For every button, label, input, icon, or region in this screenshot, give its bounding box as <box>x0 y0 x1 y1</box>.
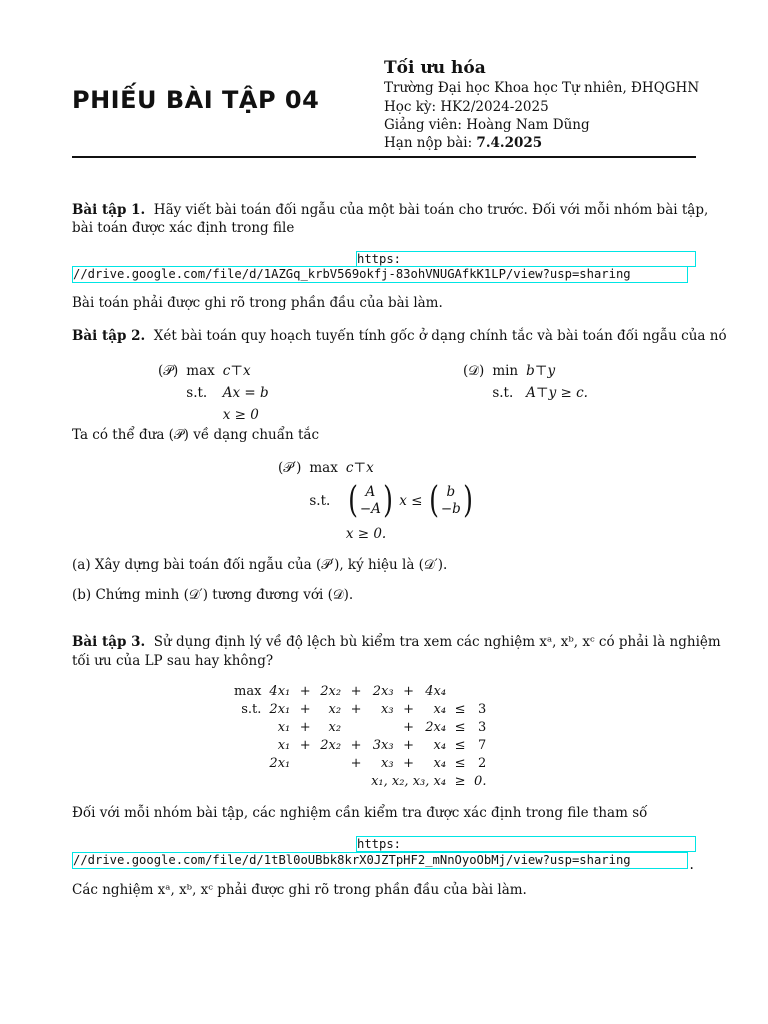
lp-cell: x₄ <box>433 701 447 717</box>
lp-cell: + <box>403 755 415 771</box>
exercise-3-note: Các nghiệm xᵃ, xᵇ, xᶜ phải được ghi rõ trong phần đầu của bài làm. <box>72 882 527 898</box>
exercise-1-link-part-1[interactable] <box>356 251 696 267</box>
school-name: Trường Đại học Khoa học Tự nhiên, ĐHQGHN <box>384 80 700 96</box>
primal-constraint-2: x ≥ 0 <box>222 407 259 423</box>
exercise-1-link-part-2[interactable] <box>72 266 688 283</box>
exercise-3-link-part-1[interactable] <box>356 836 696 852</box>
exercise-3-line-3: Đối với mỗi nhóm bài tập, các nghiệm cần kiểm tra được xác định trong file tham số <box>72 805 648 821</box>
lp-row <box>232 700 488 718</box>
transform-text: Ta có thể đưa (𝒫) về dạng chuẩn tắc <box>72 427 320 443</box>
exercise-3-link-line-2 <box>72 852 696 872</box>
lp-nonneg-vars: x₁, x₂, x₃, x₄ <box>371 773 447 789</box>
exercise-1-link-text-2[interactable]: //drive.google.com/file/d/1AZGq_krbV569okfj-83ohVNUGAfkK1LP/view?usp=sharing <box>73 267 631 281</box>
lp-cell: 2x₃ <box>372 683 394 699</box>
lp-cell <box>448 682 472 700</box>
left-paren-rhs: ( <box>428 480 439 521</box>
lp-cell: + <box>403 737 415 753</box>
lp-cell: 2x₂ <box>320 683 342 699</box>
primal-obj-keyword: max <box>186 363 215 379</box>
exercise-1-line-2: bài toán được xác định trong file <box>72 220 295 236</box>
primal-name: (𝒫) <box>158 363 179 379</box>
exercise-3-link-end: . <box>688 858 696 872</box>
lp-cell: x₂ <box>328 719 342 735</box>
standard-form-problem <box>274 456 479 546</box>
exercise-3-label: Bài tập 3. <box>72 634 146 650</box>
lp-cell <box>292 754 318 772</box>
lp-cell: 2 <box>478 755 487 771</box>
dual-st: s.t. <box>492 385 514 401</box>
lp-cell: + <box>350 701 362 717</box>
lp-cell: + <box>350 683 362 699</box>
exercise-3-text: Sử dụng định lý về độ lệch bù kiểm tra xem các nghiệm xᵃ, xᵇ, xᶜ có phải là nghiệm <box>153 634 721 650</box>
lp-cell: x₄ <box>433 755 447 771</box>
exercise-1-line-1 <box>72 202 708 218</box>
lp-cell: 4x₁ <box>269 683 291 699</box>
lp-cell: x₃ <box>381 755 394 771</box>
lp-row <box>232 754 488 772</box>
lp-cell: ≤ <box>454 755 466 771</box>
standard-form-obj-keyword: max <box>309 460 338 476</box>
rhs-column <box>441 484 461 518</box>
lp-cell <box>232 718 267 736</box>
exercise-1-link-text-1[interactable]: https: <box>357 252 402 266</box>
lp-cell: ≤ <box>454 737 466 753</box>
dual-objective: b⊤y <box>526 363 556 379</box>
header-divider <box>72 156 696 158</box>
primal-problem <box>154 360 273 426</box>
lp-cell: + <box>299 701 311 717</box>
lecturer-info: Giảng viên: Hoàng Nam Dũng <box>384 117 590 133</box>
lp-cell: 2x₁ <box>269 755 291 771</box>
exercise-1-text: Hãy viết bài toán đối ngẫu của một bài toán cho trước. Đối với mỗi nhóm bài tập, <box>153 202 709 218</box>
standard-form-nonneg: x ≥ 0. <box>345 526 387 542</box>
lp-cell: x₁ <box>277 719 291 735</box>
lp-cell: 3 <box>478 701 487 717</box>
matrix-entry-1: A <box>365 484 376 500</box>
page-title: PHIẾU BÀI TẬP 04 <box>72 86 320 114</box>
exercise-2-line-1 <box>72 328 727 344</box>
exercise-3-line-1 <box>72 634 721 650</box>
dual-problem <box>459 360 592 404</box>
lp-nonneg-rhs: 0. <box>474 773 487 789</box>
lp-cell: + <box>299 683 311 699</box>
rhs-entry-1: b <box>446 484 456 500</box>
lp-cell: x₂ <box>328 701 342 717</box>
right-paren: ) <box>383 480 393 521</box>
lp-cell <box>232 754 267 772</box>
lp-cell: + <box>299 737 311 753</box>
lp-cell: + <box>403 719 415 735</box>
deadline-label: Hạn nộp bài: <box>384 135 477 151</box>
primal-constraint-1: Ax = b <box>222 385 269 401</box>
rhs-entry-2: −b <box>440 501 461 517</box>
part-b: (b) Chứng minh (𝒟′) tương đương với (𝒟). <box>72 587 354 603</box>
lp-cell: s.t. <box>241 701 262 717</box>
lp-cell: + <box>403 683 415 699</box>
inequality-middle: x ≤ <box>399 493 423 509</box>
lp-cell: 7 <box>478 737 487 753</box>
lp-nonneg-relation: ≥ <box>454 773 466 789</box>
exercise-3-link-text-1[interactable]: https: <box>357 837 402 851</box>
term-info: Học kỳ: HK2/2024-2025 <box>384 99 549 115</box>
primal-objective: c⊤x <box>222 363 251 379</box>
matrix-column <box>360 484 381 518</box>
lp-cell: 4x₄ <box>425 683 447 699</box>
standard-form-name: (𝒫′) <box>278 460 302 476</box>
standard-form-objective: c⊤x <box>345 460 374 476</box>
lp-cell: 3x₃ <box>372 737 394 753</box>
lp-cell <box>232 736 267 754</box>
lp-cell: ≤ <box>454 719 466 735</box>
lp-cell <box>318 754 343 772</box>
exercise-2-text: Xét bài toán quy hoạch tuyến tính gốc ở dạng chính tắc và bài toán đối ngẫu của nó <box>153 328 727 344</box>
lp-cell <box>369 718 395 736</box>
lp-cell: 2x₁ <box>269 701 291 717</box>
lp-row <box>232 736 488 754</box>
dual-name: (𝒟) <box>463 363 485 379</box>
exercise-1-note: Bài toán phải được ghi rõ trong phần đầu của bài làm. <box>72 295 443 311</box>
lp-cell: + <box>403 701 415 717</box>
standard-form-st: s.t. <box>309 493 331 509</box>
exercise-3-line-2: tối ưu của LP sau hay không? <box>72 653 274 669</box>
left-paren: ( <box>347 480 358 521</box>
dual-constraint-1: A⊤y ≥ c. <box>526 385 588 401</box>
lp-cell: 2x₂ <box>320 737 342 753</box>
part-a: (a) Xây dựng bài toán đối ngẫu của (𝒫′), ký hiệu là (𝒟′). <box>72 557 448 573</box>
lp-cell: 2x₄ <box>425 719 447 735</box>
exercise-1-label: Bài tập 1. <box>72 202 146 218</box>
lp-problem <box>232 682 488 790</box>
course-title: Tối ưu hóa <box>384 58 486 78</box>
standard-form-constraint <box>342 480 479 522</box>
dual-obj-keyword: min <box>492 363 519 379</box>
lp-row <box>232 718 488 736</box>
lp-cell <box>343 718 369 736</box>
lp-cell: max <box>234 683 262 699</box>
right-paren-rhs: ) <box>462 480 473 521</box>
matrix-entry-2: −A <box>359 501 381 517</box>
deadline-info <box>384 135 542 151</box>
exercise-2-label: Bài tập 2. <box>72 328 146 344</box>
lp-row <box>232 682 488 700</box>
lp-cell: + <box>299 719 311 735</box>
exercise-3-link-text-2[interactable]: //drive.google.com/file/d/1tBl0oUBbk8krX0JZTpHF2_mNnOyoObMj/view?usp=sharing <box>73 853 631 867</box>
lp-cell: 3 <box>478 719 487 735</box>
lp-cell: x₄ <box>433 737 447 753</box>
lp-cell: + <box>350 755 362 771</box>
lp-cell <box>472 682 488 700</box>
lp-cell: + <box>350 737 362 753</box>
primal-st: s.t. <box>186 385 208 401</box>
deadline-value: 7.4.2025 <box>476 135 543 151</box>
lp-cell: x₃ <box>381 701 394 717</box>
exercise-3-link-part-2[interactable] <box>72 852 688 869</box>
lp-cell: ≤ <box>454 701 466 717</box>
lp-cell: x₁ <box>277 737 291 753</box>
